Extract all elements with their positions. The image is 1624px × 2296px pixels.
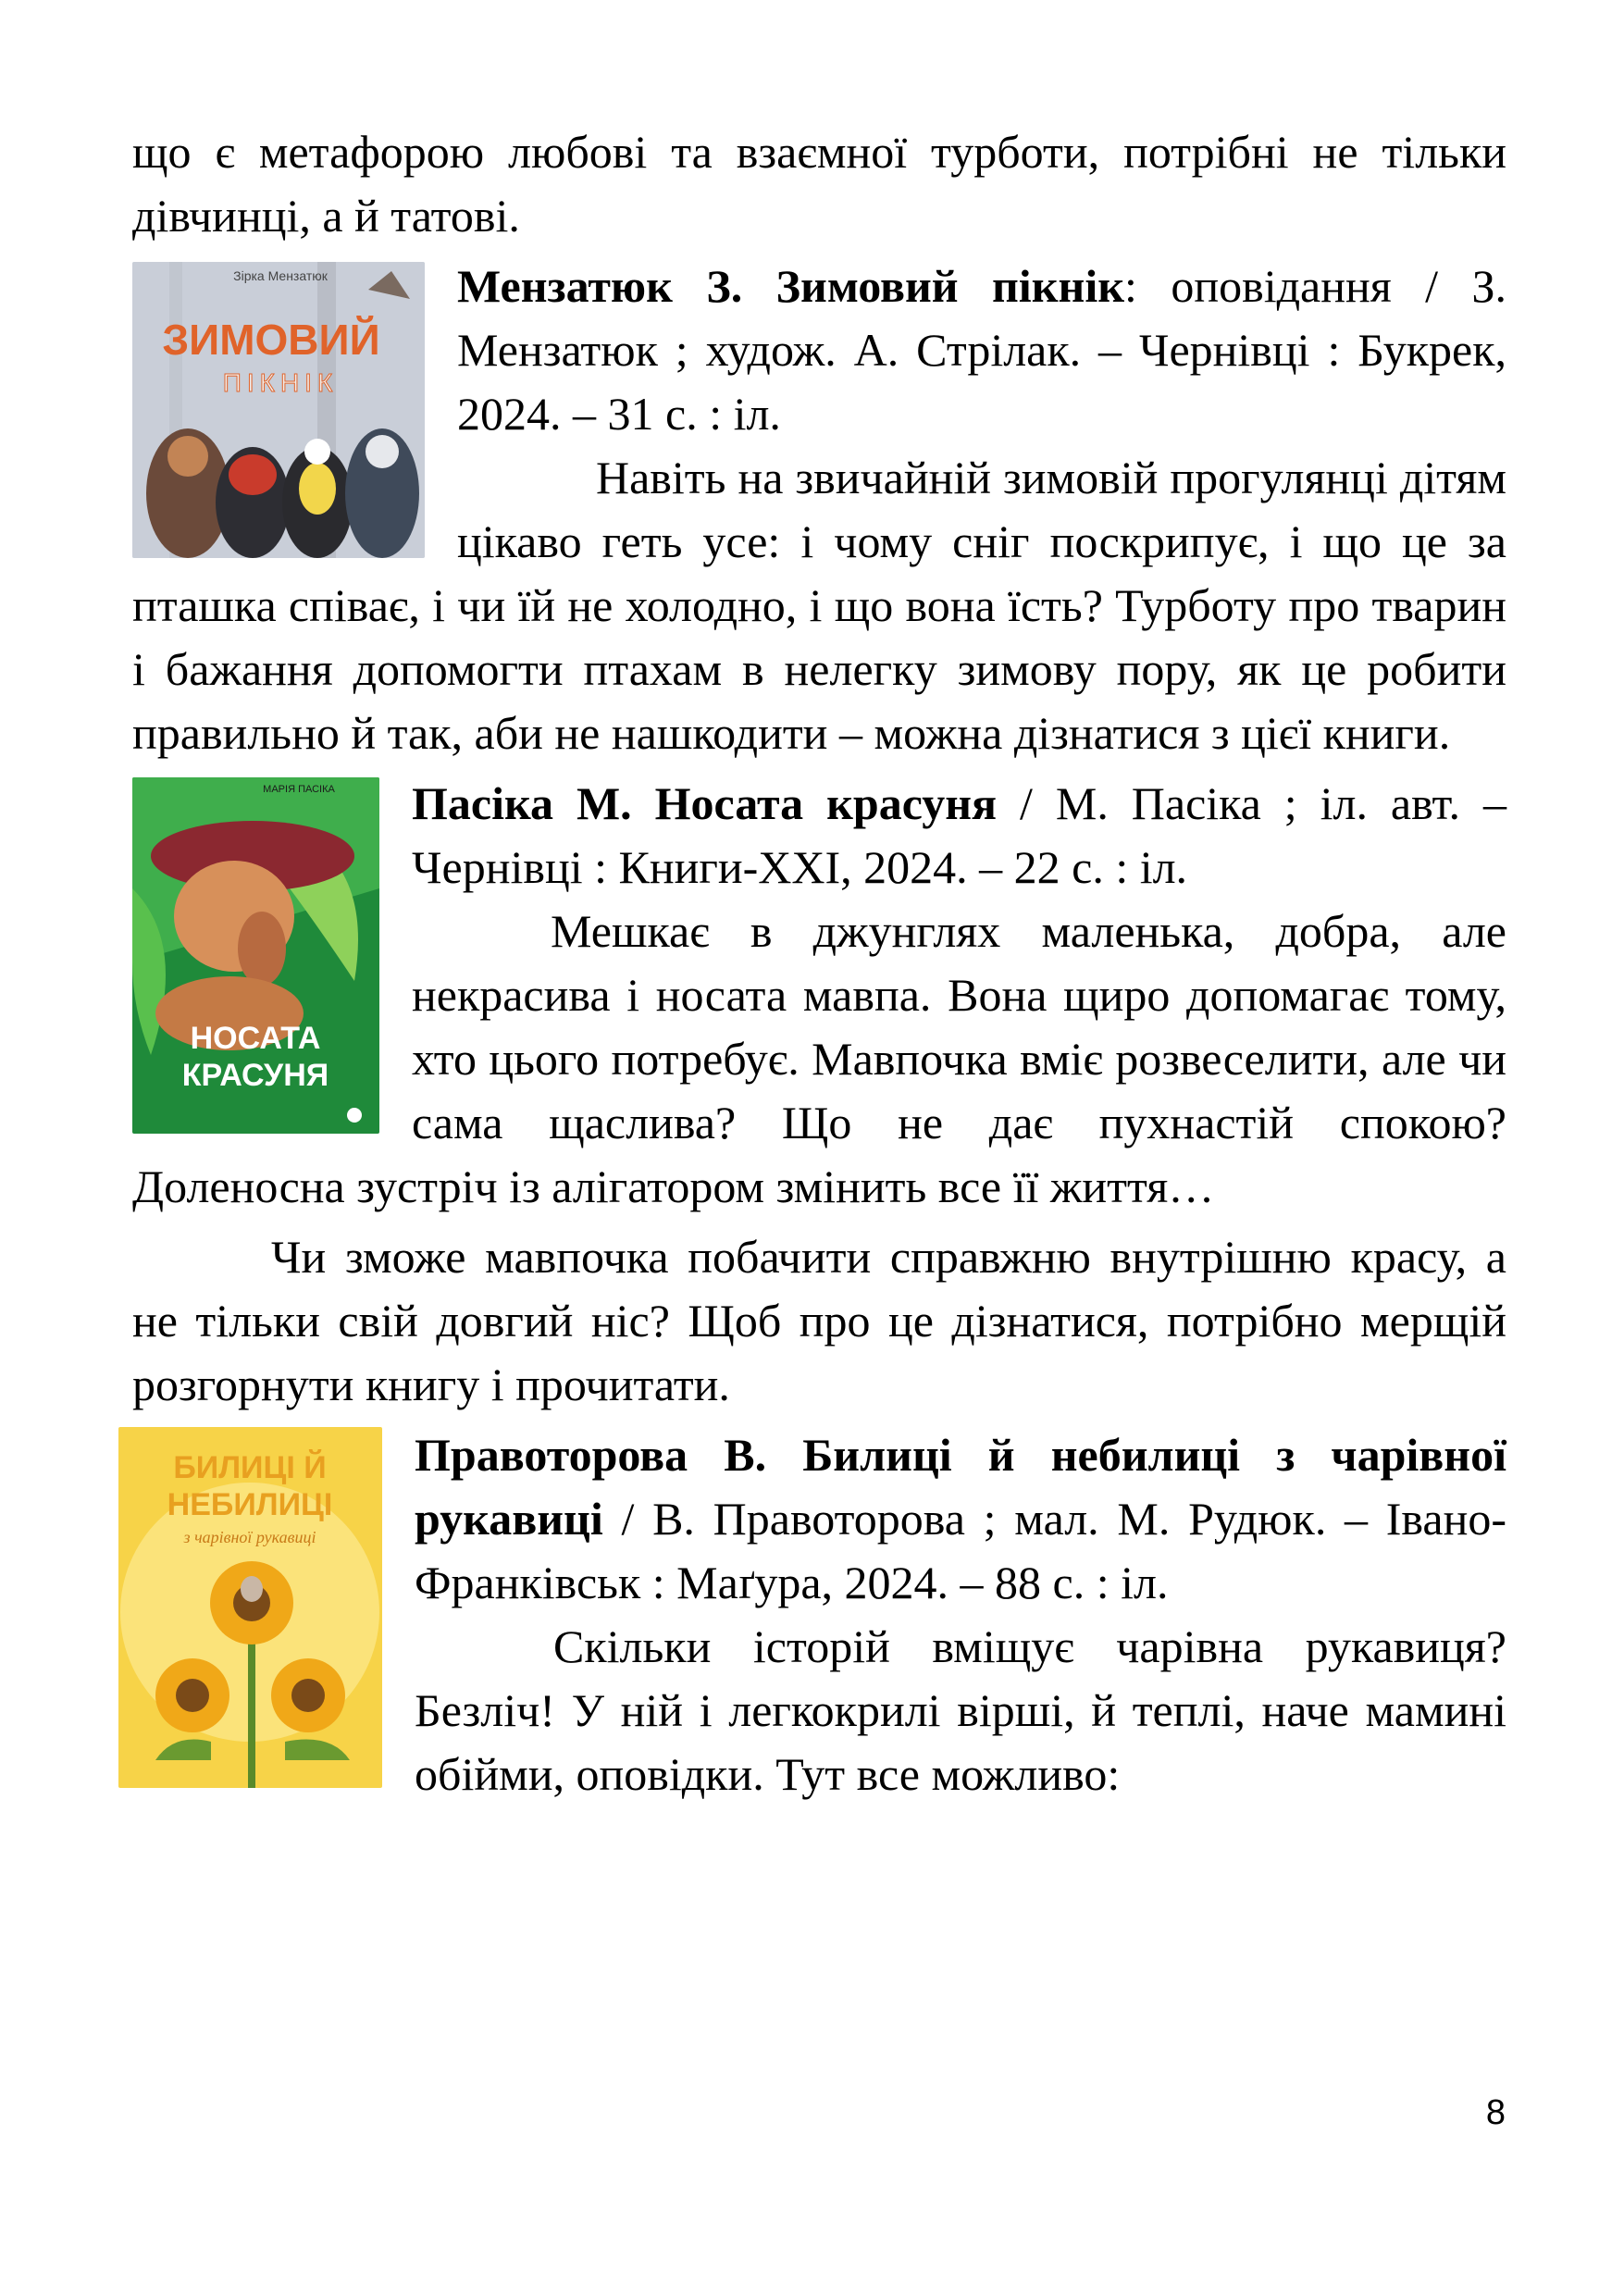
book-1-author-title: Мензатюк З. Зимовий пікнік [457,260,1125,312]
book-entry-1 [132,254,1506,765]
book-2-annotation-continued: Чи зможе мавпочка побачити справжню внутрішню красу, а не тільки свій довгий ніс? Щоб про це дізнатися, потрібно мерщій розгорнути книгу і прочитати. [132,1231,1506,1410]
cover-title-bottom: ПІКНІК [222,368,339,397]
book-1-annotation: Навіть на звичайній зимовій прогулянці дітям цікаво геть усе: і чому сніг поскрипує, і що це за пташка співає, і чи їй не холодно, і що вона їсть? Турботу про тварин і бажання допомогти птахам в нелегку зимову пору, як це робити правильно й так, аби не нашкодити – можна дізнатися з цієї книги. [132,452,1506,759]
cover-author: МАРІЯ ПАСІКА [263,784,335,795]
book-cover-zymovyi-piknik [132,262,425,558]
book-1-details: : оповідання / З. Мензатюк ; худож. А. Стрілак. – Чернівці : Букрек, 2024. – 31 с. : іл. [457,260,1506,440]
book-2-author-title: Пасіка М. Носата красуня [412,777,998,829]
book-cover-nosata-krasunia [132,777,379,1134]
cover-title-top: НОСАТА [190,1021,321,1056]
cover-subtitle: з чарівної рукавиці [183,1528,316,1546]
book-cover-bylytsi-nebylytsi [118,1427,382,1788]
cover-title-top: БИЛИЦІ Й [173,1450,327,1485]
book-entry-2 [132,772,1506,1417]
cover-author: Зірка Мензатюк [233,268,328,283]
document-body [132,120,1506,1806]
book-entry-3 [132,1423,1506,1806]
book-2-annotation: Мешкає в джунглях маленька, добра, але некрасива і носата мавпа. Вона щиро допомагає тому, хто цього потребує. Мавпочка вміє розвеселити, але чи сама щаслива? Що не дає пухнастій спокою? Доленосна зустріч із алігатором змінить все її життя… [132,905,1506,1212]
book-2-details: / М. Пасіка ; іл. авт. – Чернівці : Книги-ХХІ, 2024. – 22 с. : іл. [412,777,1506,893]
intro-paragraph: що є метафорою любові та взаємної турботи, потрібні не тільки дівчинці, а й татові. [132,126,1506,242]
page-number: 8 [1485,2093,1506,2132]
cover-title-top: ЗИМОВИЙ [162,316,380,364]
cover-title-mid: НЕБИЛИЦІ [167,1487,333,1522]
book-3-details: / В. Правоторова ; мал. М. Рудюк. – Івано-Франківськ : Маґура, 2024. – 88 с. : іл. [415,1493,1506,1608]
book-3-author-title: Правоторова В. Билиці й небилиці з чарівної рукавиці [415,1429,1506,1545]
cover-title-bottom: КРАСУНЯ [181,1058,329,1093]
book-3-annotation: Скільки історій вміщує чарівна рукавиця? Безліч! У ній і легкокрилі вірші, й теплі, наче мамині обійми, оповідки. Тут все можливо: [415,1620,1506,1800]
